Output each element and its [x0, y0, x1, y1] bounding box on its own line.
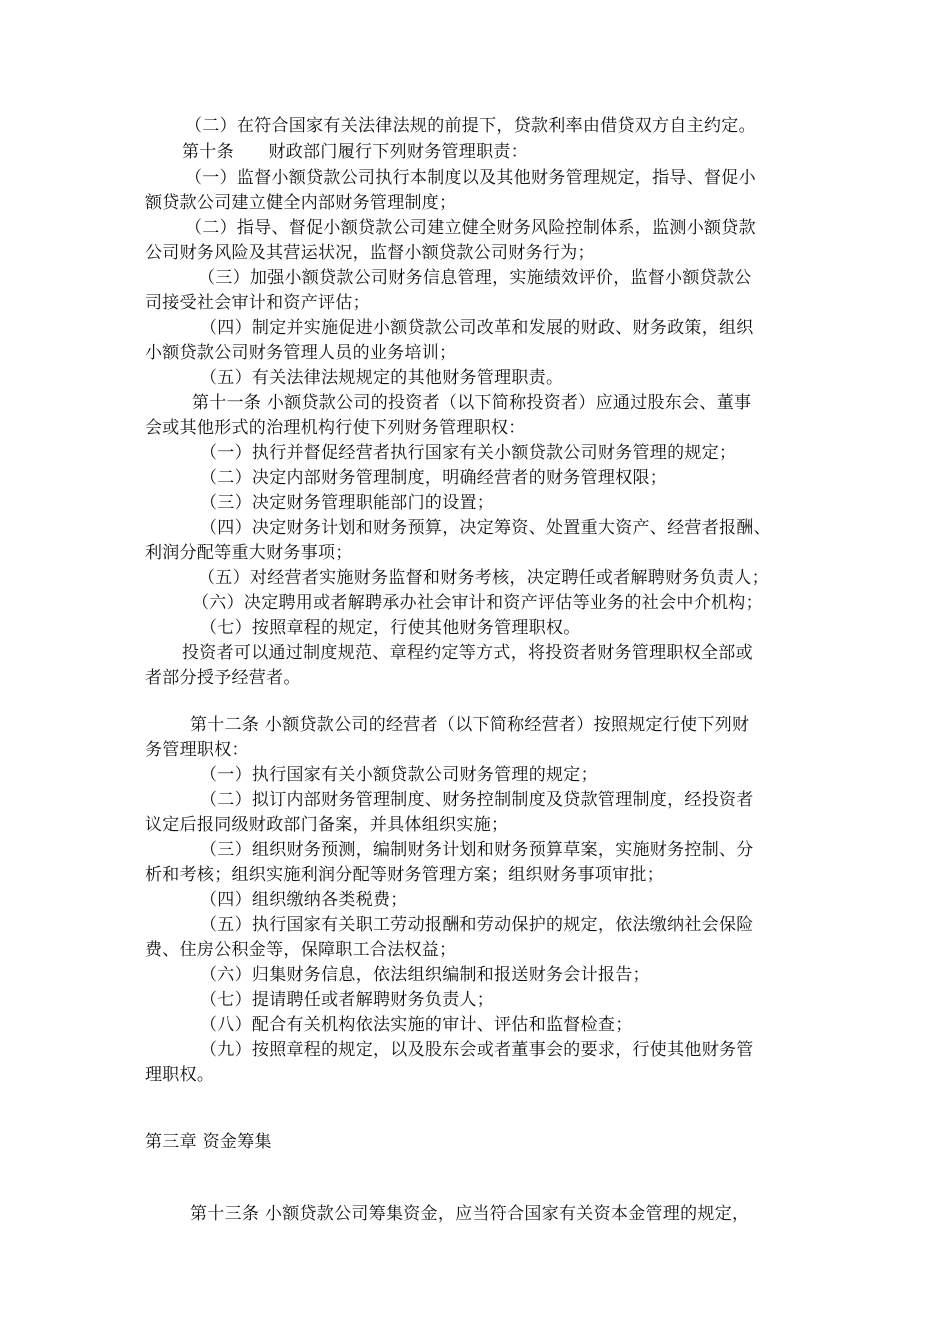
text-line: （一）执行并督促经营者执行国家有关小额贷款公司财务管理的规定；	[200, 443, 737, 463]
text-line: （三）组织财务预测，编制财务计划和财务预算草案，实施财务控制、分	[200, 840, 754, 860]
text-line: （二）决定内部财务管理制度，明确经营者的财务管理权限；	[200, 468, 668, 488]
text-line: （七）按照章程的规定，行使其他财务管理职权。	[200, 618, 581, 638]
text-line: 务管理职权：	[145, 740, 249, 760]
text-line: （二）在符合国家有关法律法规的前提下，贷款利率由借贷双方自主约定。	[185, 116, 756, 136]
text-line: （八）配合有关机构依法实施的审计、评估和监督检查；	[200, 1015, 633, 1035]
text-line: （四）决定财务计划和财务预算，决定筹资、处置重大资产、经营者报酬、	[200, 518, 771, 538]
text-line: （五）执行国家有关职工劳动报酬和劳动保护的规定，依法缴纳社会保险	[200, 915, 754, 935]
article-10-heading: 第十条 财政部门履行下列财务管理职责：	[182, 142, 528, 162]
text-line: 费、住房公积金等，保障职工合法权益；	[145, 940, 457, 960]
text-line: （五）有关法律法规规定的其他财务管理职责。	[200, 368, 564, 388]
text-line: （五）对经营者实施财务监督和财务考核，决定聘任或者解聘财务负责人；	[198, 568, 769, 588]
text-line: （一）监督小额贷款公司执行本制度以及其他财务管理规定，指导、督促小	[185, 168, 756, 188]
article-12-heading: 第十二条 小额贷款公司的经营者（以下简称经营者）按照规定行使下列财	[190, 715, 750, 735]
article-11-heading: 第十一条 小额贷款公司的投资者（以下简称投资者）应通过股东会、董事	[192, 393, 752, 413]
text-line: （一）执行国家有关小额贷款公司财务管理的规定；	[200, 765, 598, 785]
text-line: （二）拟订内部财务管理制度、财务控制制度及贷款管理制度，经投资者	[200, 790, 754, 810]
text-line: 额贷款公司建立健全内部财务管理制度；	[145, 193, 457, 213]
text-line: 公司财务风险及其营运状况，监督小额贷款公司财务行为；	[145, 243, 595, 263]
text-line: 投资者可以通过制度规范、章程约定等方式，将投资者财务管理职权全部或	[182, 643, 753, 663]
text-line: 议定后报同级财政部门备案，并具体组织实施；	[145, 815, 509, 835]
text-line: （六）归集财务信息，依法组织编制和报送财务会计报告；	[200, 965, 650, 985]
text-line: 小额贷款公司财务管理人员的业务培训；	[145, 343, 457, 363]
chapter-3-heading: 第三章 资金筹集	[145, 1132, 272, 1152]
text-line: 利润分配等重大财务事项；	[145, 543, 353, 563]
text-line: （四）制定并实施促进小额贷款公司改革和发展的财政、财务政策，组织	[200, 318, 754, 338]
text-line: （三）决定财务管理职能部门的设置；	[200, 493, 495, 513]
text-line: （九）按照章程的规定，以及股东会或者董事会的要求，行使其他财务管	[200, 1040, 754, 1060]
text-line: 者部分授予经营者。	[145, 668, 301, 688]
text-line: 理职权。	[145, 1065, 215, 1085]
text-line: （二）指导、督促小额贷款公司建立健全财务风险控制体系，监测小额贷款	[185, 218, 756, 238]
text-line: （三）加强小额贷款公司财务信息管理，实施绩效评价，监督小额贷款公	[198, 268, 752, 288]
text-line: 司接受社会审计和资产评估；	[145, 293, 370, 313]
article-13-heading: 第十三条 小额贷款公司筹集资金，应当符合国家有关资本金管理的规定，	[190, 1204, 750, 1224]
text-line: 析和考核；组织实施利润分配等财务管理方案；组织财务事项审批；	[145, 865, 664, 885]
text-line: （六）决定聘用或者解聘承办社会审计和资产评估等业务的社会中介机构；	[192, 593, 763, 613]
text-line: （四）组织缴纳各类税费；	[200, 890, 408, 910]
text-line: （七）提请聘任或者解聘财务负责人；	[200, 990, 495, 1010]
text-line: 会或其他形式的治理机构行使下列财务管理职权：	[145, 418, 526, 438]
